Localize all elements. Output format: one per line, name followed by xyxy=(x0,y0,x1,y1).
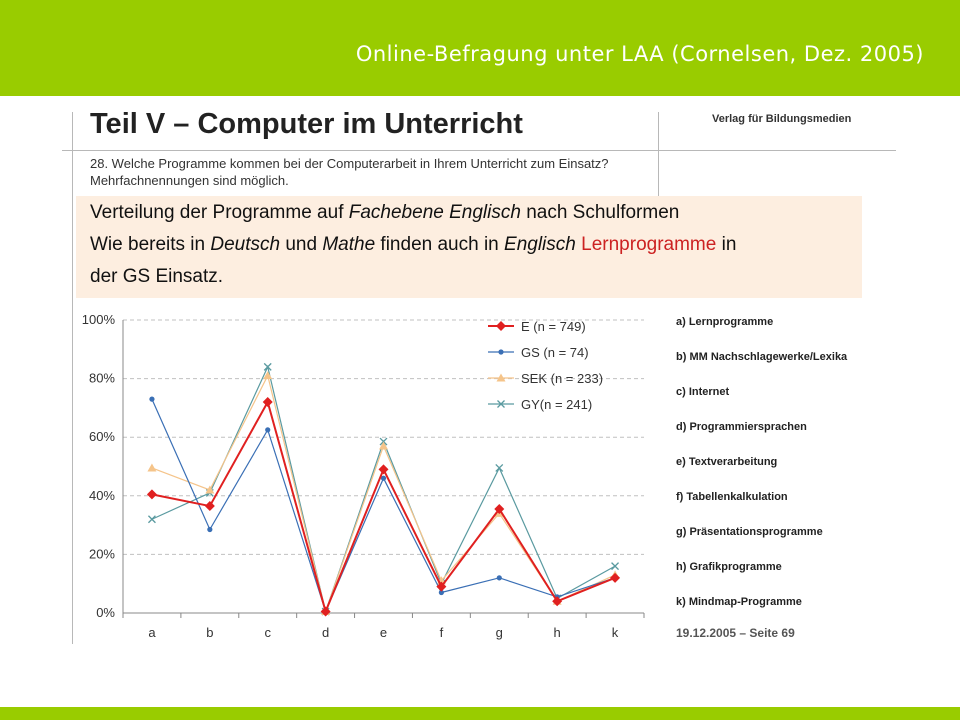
data-point xyxy=(379,464,389,474)
data-point xyxy=(148,516,155,523)
category-legend-item: b) MM Nachschlagewerke/Lexika xyxy=(676,351,848,363)
title-bar xyxy=(0,0,960,96)
data-point xyxy=(207,527,212,532)
legend-marker xyxy=(498,349,503,354)
data-point xyxy=(265,427,270,432)
data-point xyxy=(147,489,157,499)
category-legend-item: e) Textverarbeitung xyxy=(676,456,778,468)
x-tick-label: a xyxy=(148,625,156,640)
y-tick-label: 60% xyxy=(88,429,115,445)
frame-line-top xyxy=(62,150,896,151)
data-point xyxy=(497,575,502,580)
y-tick-label: 0% xyxy=(96,605,115,620)
callout-line-2: Wie bereits in Deutsch und Mathe finden auch in Englisch Lernprogramme in xyxy=(90,234,737,255)
y-tick-label: 40% xyxy=(88,487,115,503)
line-chart xyxy=(60,306,660,646)
series-line xyxy=(152,402,615,611)
data-point xyxy=(552,596,562,606)
data-point xyxy=(205,501,215,511)
category-legend-item: f) Tabellenkalkulation xyxy=(676,491,788,503)
callout-line-3: der GS Einsatz. xyxy=(90,266,224,287)
data-point xyxy=(149,397,154,402)
category-legend-item: g) Präsentationsprogramme xyxy=(676,526,823,538)
category-legend-item: k) Mindmap-Programme xyxy=(676,596,802,608)
page-title: Online-Befragung unter LAA (Cornelsen, Dez. 2005) xyxy=(355,42,924,66)
data-point xyxy=(612,563,619,570)
legend-label: GS (n = 74) xyxy=(521,345,589,360)
data-point xyxy=(379,441,388,449)
category-legend-item: h) Grafikprogramme xyxy=(676,561,782,573)
y-tick-label: 20% xyxy=(88,546,115,562)
summary-callout xyxy=(76,196,862,298)
y-tick-label: 100% xyxy=(81,312,115,327)
survey-question: 28. Welche Programme kommen bei der Computerarbeit in Ihrem Unterricht zum Einsatz? Mehrfachnennungen sind möglich. xyxy=(90,156,609,188)
legend-marker xyxy=(496,321,506,331)
publisher-label: Verlag für Bildungsmedien xyxy=(712,113,852,125)
legend-label: SEK (n = 233) xyxy=(521,371,604,386)
data-point xyxy=(263,397,273,407)
data-point xyxy=(496,464,503,471)
x-tick-label: k xyxy=(611,625,619,640)
data-point xyxy=(147,463,156,471)
data-point xyxy=(610,573,620,583)
x-tick-label: g xyxy=(495,625,503,640)
category-legend-item: c) Internet xyxy=(676,386,730,398)
category-legend xyxy=(676,316,847,631)
callout-line-1: Verteilung der Programme auf Fachebene Englisch nach Schulformen xyxy=(90,202,680,223)
category-legend-item: d) Programmiersprachen xyxy=(676,421,807,433)
slide-heading: Teil V – Computer im Unterricht xyxy=(90,108,523,140)
y-tick-label: 80% xyxy=(88,370,115,386)
bottom-bar xyxy=(0,707,960,720)
x-tick-label: c xyxy=(264,625,271,640)
legend-label: GY(n = 241) xyxy=(521,397,593,412)
footer-date: 19.12.2005 – Seite 69 xyxy=(676,626,795,640)
x-tick-label: e xyxy=(379,625,388,640)
series-line xyxy=(152,399,615,611)
x-tick-label: d xyxy=(321,625,330,640)
x-tick-label: f xyxy=(439,625,444,640)
category-legend-item: a) Lernprogramme xyxy=(676,316,774,328)
legend-label: E (n = 749) xyxy=(521,319,586,334)
x-tick-label: h xyxy=(553,625,561,640)
x-tick-label: b xyxy=(206,625,214,640)
